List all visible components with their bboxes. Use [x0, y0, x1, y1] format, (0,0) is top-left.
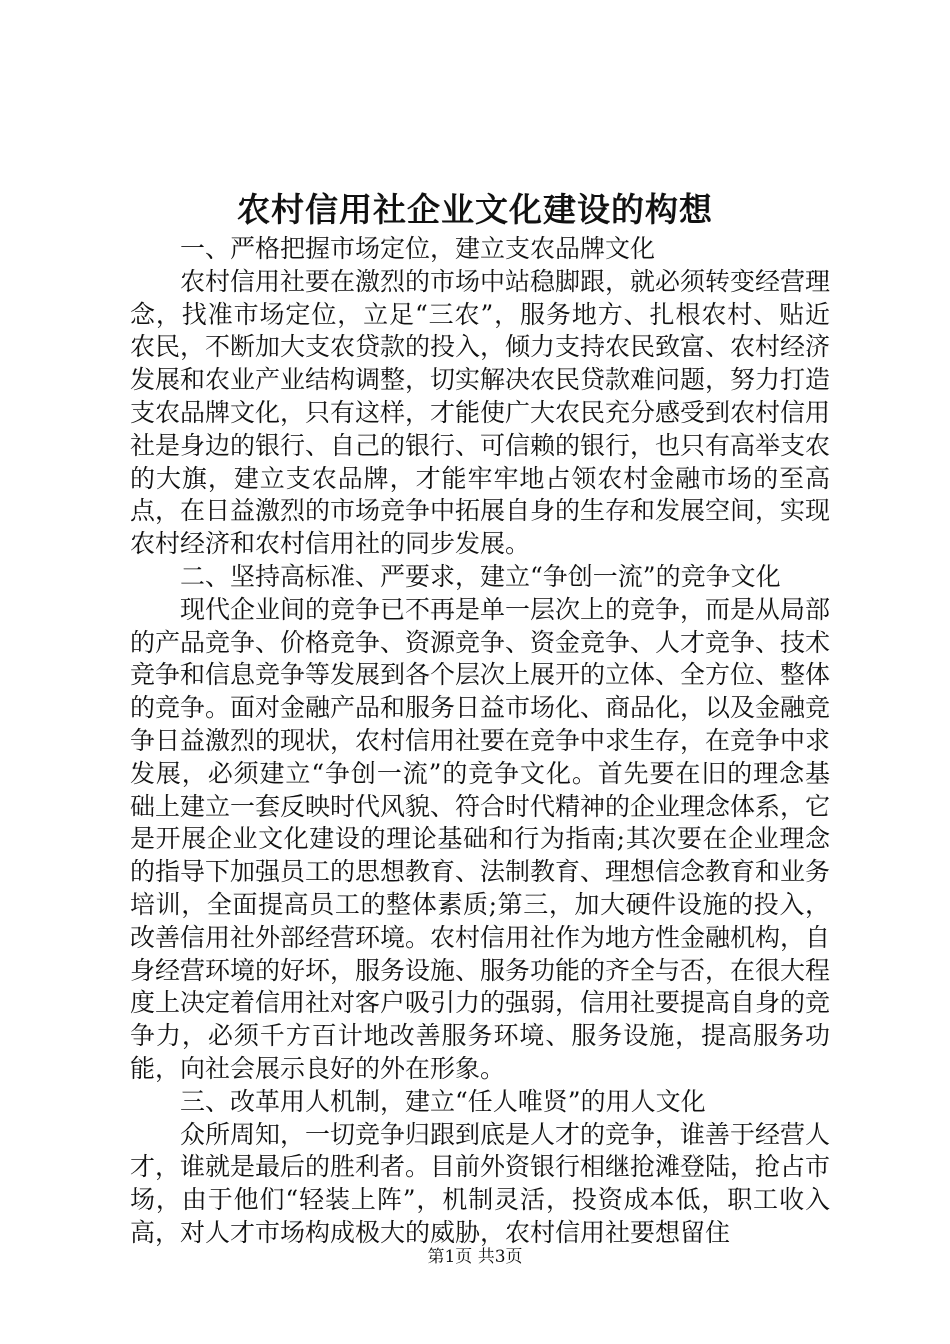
paragraph-1: 农村信用社要在激烈的市场中站稳脚跟，就必须转变经营理念，找准市场定位，立足“三农”，服务地方、扎根农村、贴近农民，不断加大支农贷款的投入，倾力支持农民致富、农村经济发展和农业产业结构调整，切实解决农民贷款难问题，努力打造支农品牌文化，只有这样，才能使广大农民充分感受到农村信用社是身边的银行、自己的银行、可信赖的银行，也只有高举支农的大旗，建立支农品牌，才能牢牢地占领农村金融市场的至高点，在日益激烈的市场竞争中拓展自身的生存和发展空间，实现农村经济和农村信用社的同步发展。	[130, 266, 831, 559]
page-title: 农村信用社企业文化建设的构想	[237, 190, 713, 229]
paragraph-2: 现代企业间的竞争已不再是单一层次上的竞争，而是从局部的产品竞争、价格竞争、资源竞争、资金竞争、人才竞争、技术竞争和信息竞争等发展到各个层次上展开的立体、全方位、整体的竞争。面对金融产品和服务日益市场化、商品化，以及金融竞争日益激烈的现状，农村信用社要在竞争中求生存，在竞争中求发展，必须建立“争创一流”的竞争文化。首先要在旧的理念基础上建立一套反映时代风貌、符合时代精神的企业理念体系，它是开展企业文化建设的理论基础和行为指南;其次要在企业理念的指导下加强员工的思想教育、法制教育、理想信念教育和业务培训，全面提高员工的整体素质;第三，加大硬件设施的投入，改善信用社外部经营环境。农村信用社作为地方性金融机构，自身经营环境的好坏，服务设施、服务功能的齐全与否，在很大程度上决定着信用社对客户吸引力的强弱，信用社要提高自身的竞争力，必须千方百计地改善服务环境、服务设施，提高服务功能，向社会展示良好的外在形象。	[130, 594, 831, 1083]
section-heading-2: 二、坚持高标准、严要求，建立“争创一流”的竞争文化	[180, 561, 781, 591]
page-number-footer: 第1页 共3页	[427, 1247, 523, 1267]
document-body	[130, 233, 830, 1250]
paragraph-3: 众所周知，一切竞争归跟到底是人才的竞争，谁善于经营人才，谁就是最后的胜利者。目前外资银行相继抢滩登陆，抢占市场，由于他们“轻装上阵”，机制灵活，投资成本低，职工收入高，对人才市场构成极大的威胁，农村信用社要想留住	[130, 1119, 831, 1247]
section-heading-3: 三、改革用人机制，建立“任人唯贤”的用人文化	[180, 1086, 706, 1116]
section-heading-1: 一、严格把握市场定位，建立支农品牌文化	[180, 234, 656, 263]
